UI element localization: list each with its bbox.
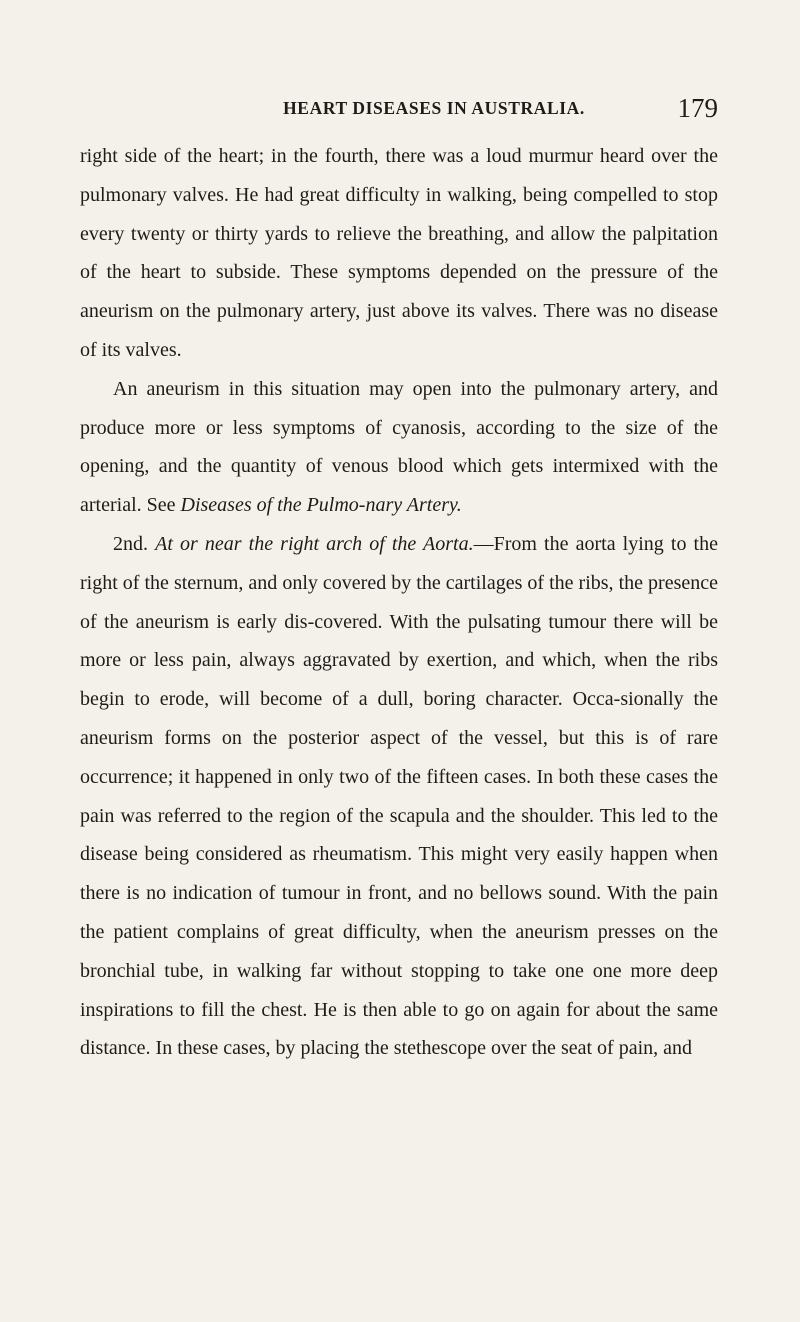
paragraph-2-text: An aneurism in this situation may open into the pulmonary artery, and produce more or less symptoms of cyanosis, according to the size of the opening, and the quantity of venous blood which gets intermixed with the arterial. See <box>80 377 718 517</box>
cross-reference: Diseases of the Pulmo-nary Artery. <box>180 494 462 517</box>
paragraph-3-text: —From the aorta lying to the right of the sternum, and only covered by the cartilages of the ribs, the presence of the aneurism is early dis-covered. With the pulsating tumour there will be more or less pain, always aggravated by exertion, and which, when the ribs begin to erode, will become of a dull, boring character. Occa-sionally the aneurism forms on the posterior aspect of the vessel, but this is of rare occurrence; it happened in only two of the fifteen cases. In both these cases the pain was referred to the region of the scapula and the shoulder. This led to the disease being considered as rheumatism. This might very easily happen when there is no indication of tumour in front, and no bellows sound. With the pain the patient complains of great difficulty, when the aneurism presses on the bronchial tube, in walking far without stopping to take one one more deep inspirations to fill the chest. He is then able to go on again for about the same distance. In these cases, by placing the stethescope over the seat of pain, and <box>80 532 718 1060</box>
page-number: 179 <box>677 93 718 123</box>
section-number: 2nd. <box>113 532 156 555</box>
paragraph-1: right side of the heart; in the fourth, there was a loud murmur heard over the pulmonary valves. He had great difficulty in walking, being compelled to stop every twenty or thirty yards to relieve the breathing, and allow the palpitation of the heart to subside. These symptoms depended on the pressure of the aneurism on the pulmonary artery, just above its valves. There was no disease of its valves. <box>80 145 718 361</box>
paragraph-2 <box>80 370 718 525</box>
section-heading: At or near the right arch of the Aorta. <box>155 532 474 555</box>
body-text <box>80 137 718 1068</box>
book-page <box>80 90 718 1068</box>
running-title: HEART DISEASES IN AUSTRALIA. <box>283 98 585 118</box>
paragraph-3 <box>80 525 718 1068</box>
running-head <box>80 90 718 126</box>
